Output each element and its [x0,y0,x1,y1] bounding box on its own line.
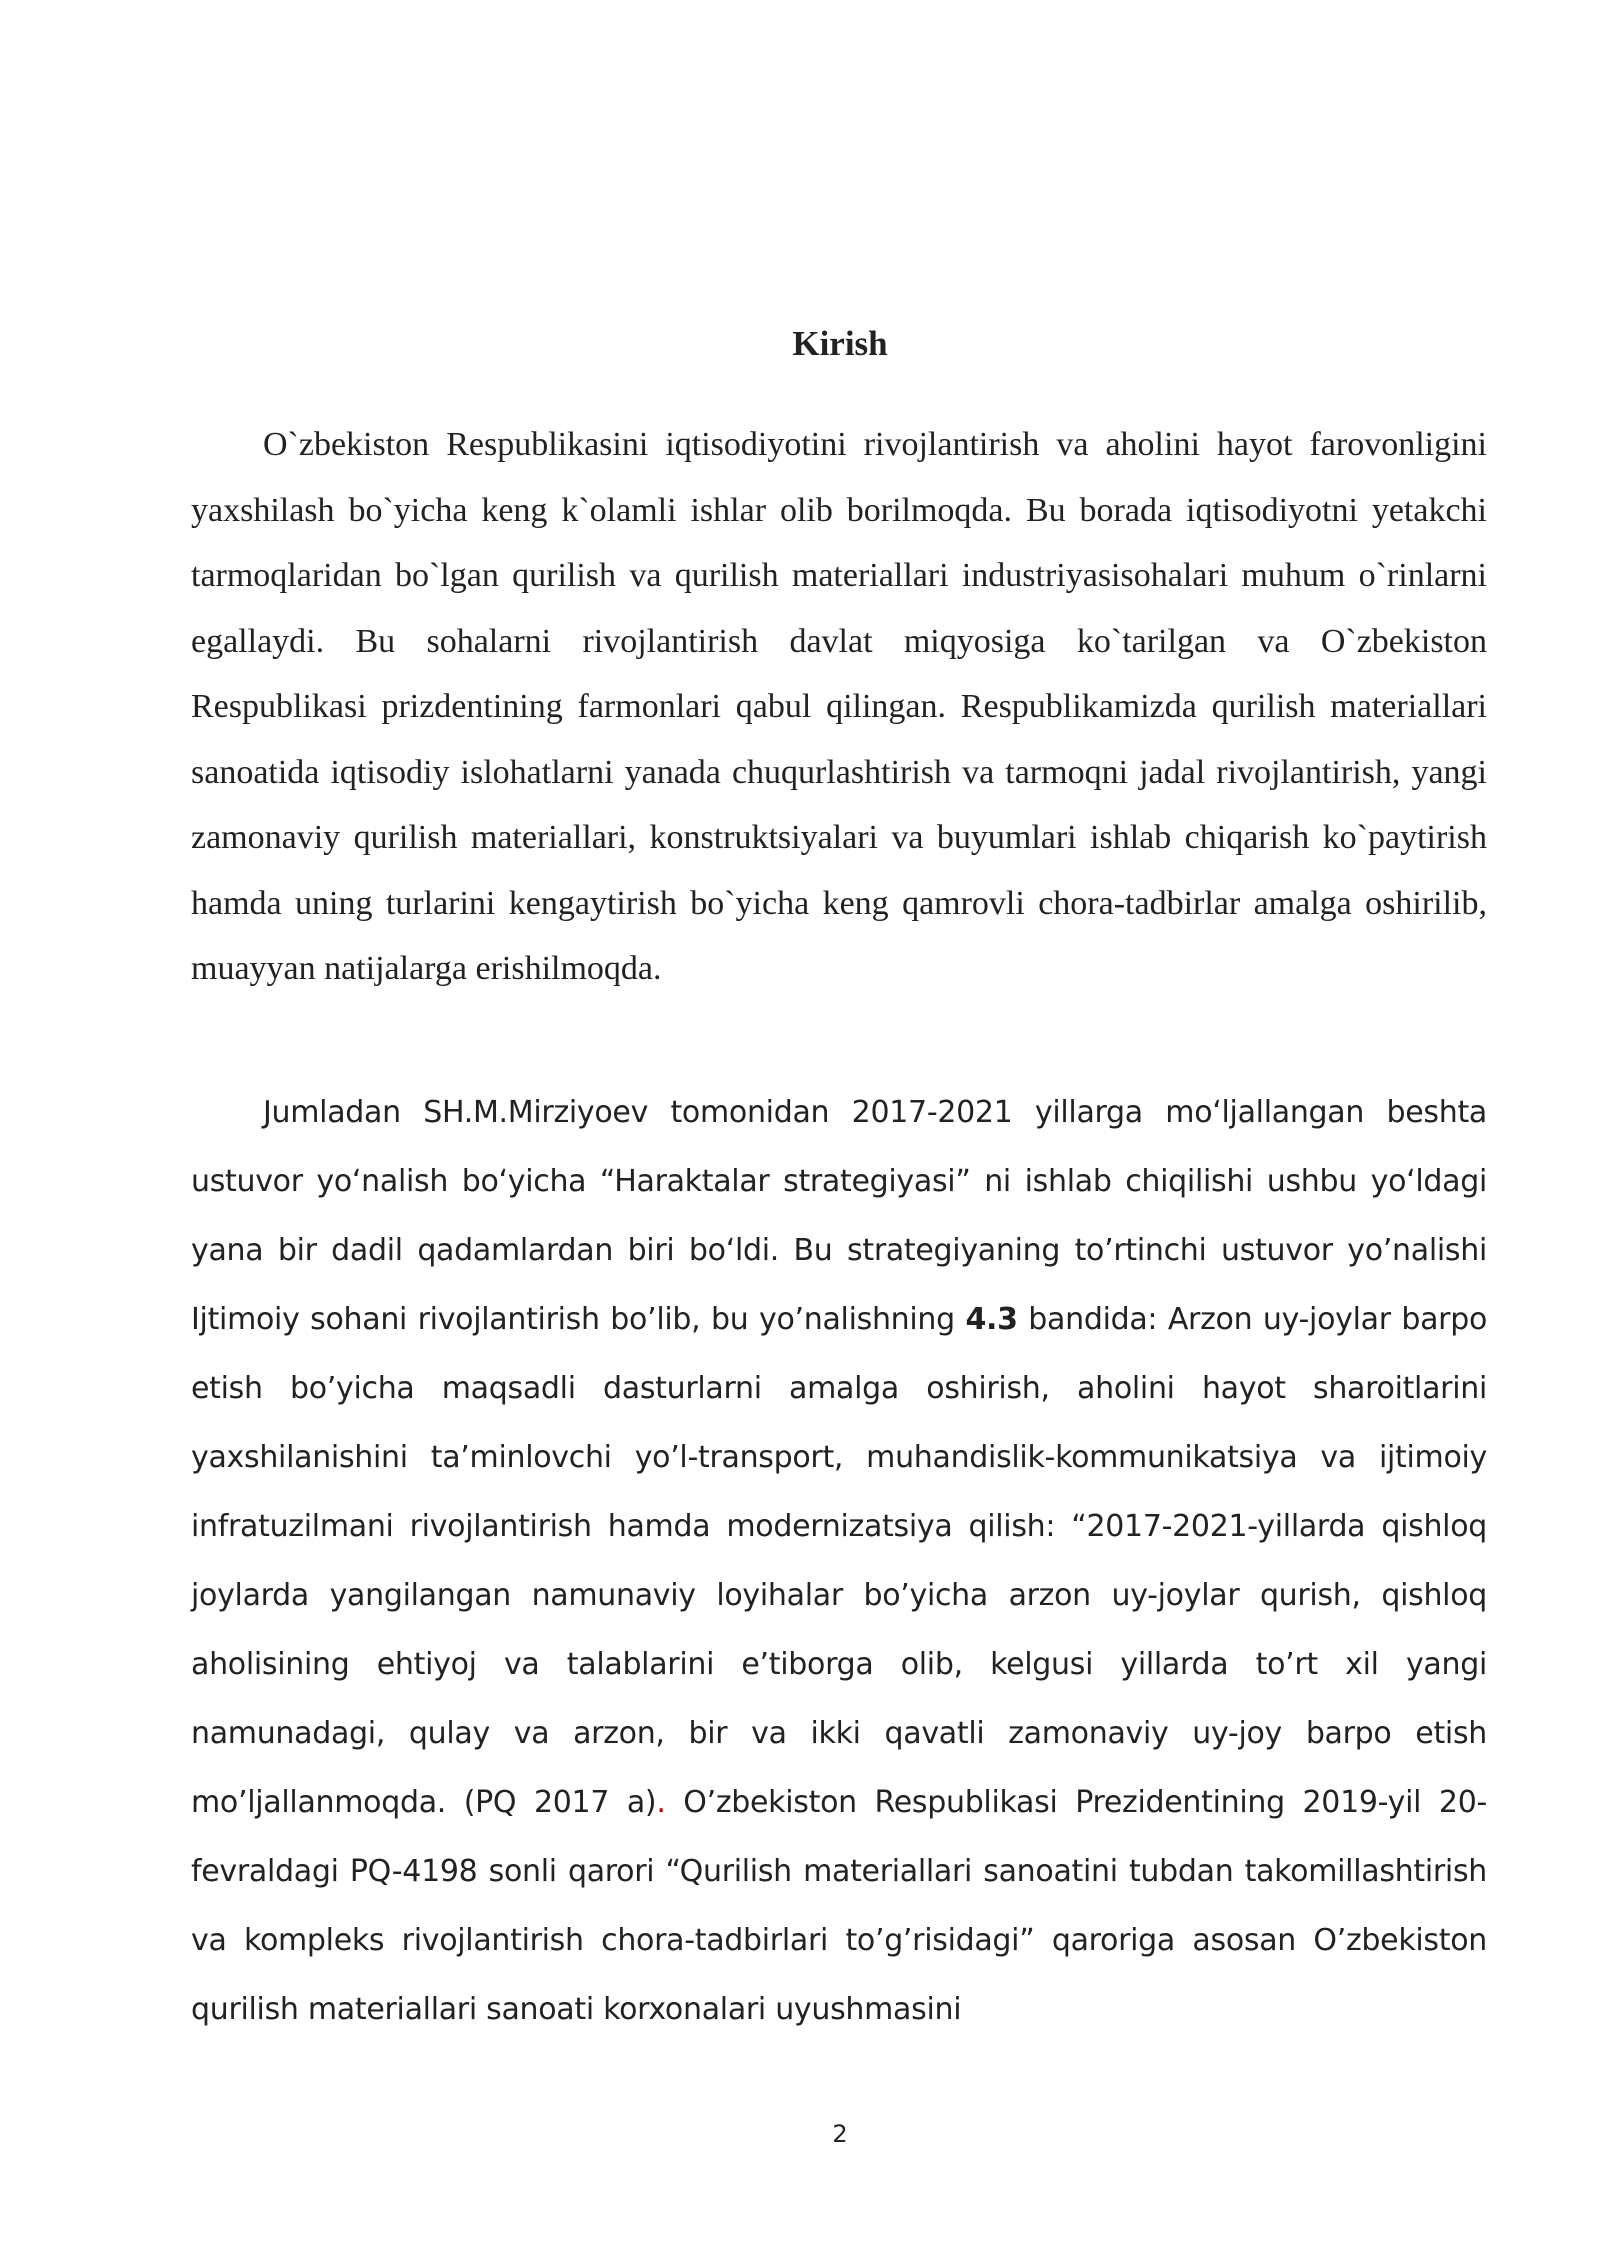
section-reference-bold: 4.3 [965,1302,1018,1337]
red-period-mark: . [656,1785,666,1820]
paragraph-2-text-b: bandida: Arzon uy-joylar barpo etish bo’yicha maqsadli dasturlarni amalga oshirish, aholini hayot sharoitlarini yaxshilanishini ta’minlovchi yo’l-transport, muhandislik-kommunikatsiya va ijtimoiy infratuzilmani rivojlantirish hamda modernizatsiya qilish: “2017-2021-yillarda qishloq joylarda yangilangan namunaviy loyihalar bo’yicha arzon uy-joylar qurish, qishloq aholisining ehtiyoj va talablarini e’tiborga olib, kelgusi yillarda to’rt xil yangi namunadagi, qulay va arzon, bir va ikki qavatli zamonaviy uy-joy barpo etish mo’ljallanmoqda. (PQ 2017 a) [191,1302,1487,1820]
page-title: Kirish [792,324,888,363]
paragraph-2-text-a: Jumladan SH.M.Mirziyoev tomonidan 2017-2021 yillarga mo‘ljallangan beshta ustuvor yo‘nalish bo‘yicha “Haraktalar strategiyasi” ni ishlab chiqilishi ushbu yo‘ldagi yana bir dadil qadamlardan biri bo‘ldi. Bu strategiyaning to’rtinchi ustuvor yo’nalishi Ijtimoiy sohani rivojlantirish bo’lib, bu yo’nalishning [191,1095,1487,1337]
page-number: 2 [832,2120,848,2148]
intro-paragraph-1: O`zbekiston Respublikasini iqtisodiyotini rivojlantirish va aholini hayot farovonligini yaxshilash bo`yicha keng k`olamli ishlar olib borilmoqda. Bu borada iqtisodiyotni yetakchi tarmoqlaridan bo`lgan qurilish va qurilish materiallari industriyasisohalari muhum o`rinlarni egallaydi. Bu sohalarni rivojlantirish davlat miqyosiga ko`tarilgan va O`zbekiston Respublikasi prizdentining farmonlari qabul qilingan. Respublikamizda qurilish materiallari sanoatida iqtisodiy islohatlarni yanada chuqurlashtirish va tarmoqni jadal rivojlantirish, yangi zamonaviy qurilish materiallari, konstruktsiyalari va buyumlari ishlab chiqarish ko`paytirish hamda uning turlarini kengaytirish bo`yicha keng qamrovli chora-tadbirlar amalga oshirilib, muayyan natijalarga erishilmoqda. [191,426,1487,987]
intro-paragraph-2 [191,1078,1487,2044]
paragraph-2-text-c: O’zbekiston Respublikasi Prezidentining 2019-yil 20-fevraldagi PQ-4198 sonli qarori “Qurilish materiallari sanoatini tubdan takomillashtirish va kompleks rivojlantirish chora-tadbirlari to’g’risidagi” qaroriga asosan O’zbekiston qurilish materiallari sanoati korxonalari uyushmasini [191,1785,1488,2027]
